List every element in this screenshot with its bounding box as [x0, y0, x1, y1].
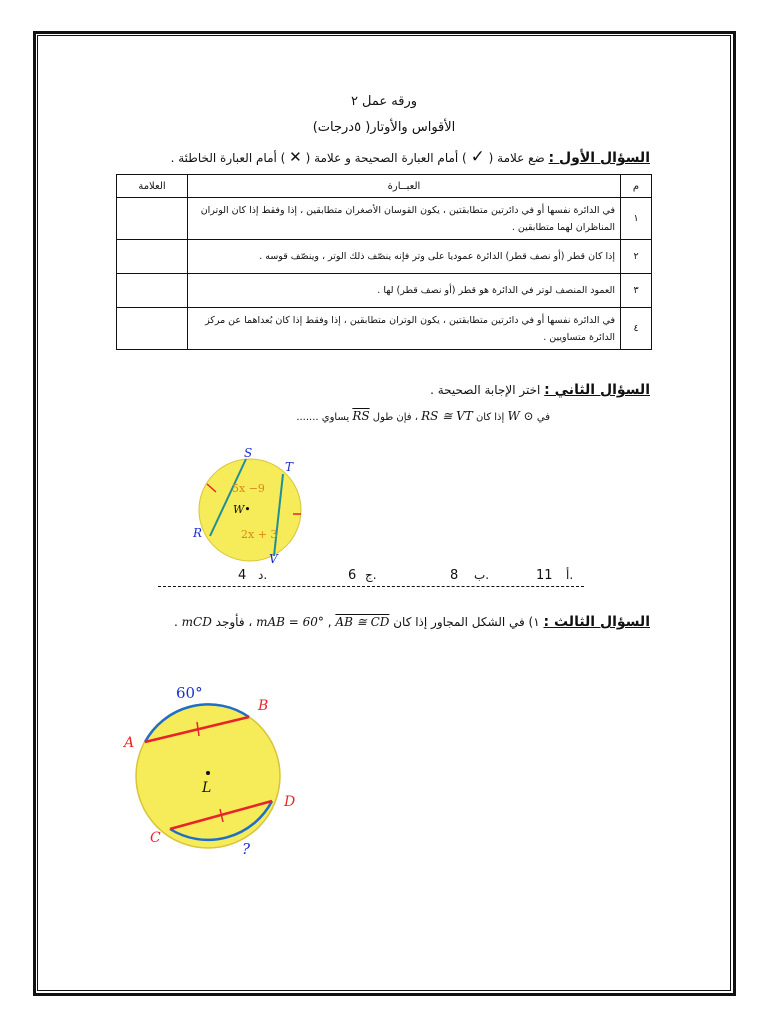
- choice-a-value[interactable]: 11: [536, 568, 553, 583]
- row-number: ١: [621, 198, 652, 240]
- answer-cell[interactable]: [117, 240, 188, 274]
- label-t: T: [285, 460, 294, 474]
- row-number: ٣: [621, 274, 652, 308]
- q1-instruction-3: ) أمام العبارة الخاطئة .: [170, 151, 286, 165]
- q3-congruence: AB ≅ CD: [335, 615, 390, 629]
- q3-text-3: ، فأوجد: [215, 615, 253, 629]
- q1-heading: [171, 147, 650, 167]
- q3-heading: [174, 614, 650, 630]
- q2-prompt-2: إذا كان: [475, 412, 505, 423]
- q2-prompt-4: يساوي .......: [296, 412, 350, 423]
- answer-cell[interactable]: [117, 308, 188, 350]
- table-row: [117, 198, 652, 240]
- true-false-table: [116, 174, 652, 350]
- choice-c-value[interactable]: 6: [348, 568, 357, 583]
- label-d: D: [284, 794, 296, 810]
- arc-ab-label: 60°: [176, 684, 203, 702]
- answer-cell[interactable]: [117, 274, 188, 308]
- q3-find: mCD: [181, 615, 212, 629]
- q1-instruction-2: ) أمام العبارة الصحيحة و علامة (: [305, 151, 467, 165]
- choice-a-letter: أ.: [566, 568, 574, 582]
- q2-segment: RS: [352, 409, 370, 423]
- row-statement: العمود المنصف لوتر في الدائرة هو قطر (أو نصف قطر) لها .: [188, 274, 621, 308]
- choice-b-value[interactable]: 8: [450, 568, 459, 583]
- table-row: [117, 240, 652, 274]
- row-statement: إذا كان قطر (أو نصف قطر) الدائرة عموديا على وتر فإنه ينصّف ذلك الوتر ، وينصّف قوسه .: [188, 240, 621, 274]
- worksheet-title: ورقه عمل ٢: [350, 94, 418, 109]
- q2-instruction: اختر الإجابة الصحيحة .: [430, 383, 541, 397]
- table-header-row: [117, 175, 652, 198]
- q3-text-4: .: [174, 615, 178, 629]
- label-a: A: [124, 735, 135, 751]
- q3-given: mAB = 60°: [256, 615, 324, 629]
- table-row: [117, 274, 652, 308]
- q2-prompt-3: ، فإن طول: [372, 412, 418, 423]
- q2-congruence: RS ≅ VT: [421, 409, 473, 423]
- row-statement: في الدائرة نفسها أو في دائرتين متطابقتين ، يكون الوتران متطابقين ، إذا وفقط إذا كان بُعداهما عن مركز الدائرة متساويين .: [188, 308, 621, 350]
- answer-cell[interactable]: [117, 198, 188, 240]
- q2-label: السؤال الثاني :: [544, 382, 650, 398]
- label-c: C: [150, 830, 161, 846]
- circle-w-notation: ⊙ W: [507, 409, 534, 423]
- topic-title: الأقواس والأوتار( ٥درجات): [312, 120, 456, 135]
- circle-l-figure: [118, 676, 338, 876]
- expr-rs: 5x −9: [232, 482, 265, 495]
- center-point: [206, 771, 210, 775]
- col-mark-header: العلامة: [117, 175, 188, 198]
- q3-label: السؤال الثالث :: [543, 614, 650, 630]
- check-icon: ✓: [470, 147, 485, 167]
- choice-d-value[interactable]: 4: [238, 568, 247, 583]
- label-r: R: [193, 526, 203, 540]
- expr-tv: 2x + 3: [241, 528, 278, 541]
- label-v: V: [269, 552, 278, 566]
- label-b: B: [258, 698, 269, 714]
- q1-instruction-1: ضع علامة (: [488, 151, 545, 165]
- cross-icon: ✕: [289, 148, 302, 166]
- label-l: L: [202, 780, 212, 796]
- choice-c-letter: ج.: [365, 568, 377, 582]
- q2-prompt: [296, 409, 550, 423]
- row-number: ٢: [621, 240, 652, 274]
- choice-b-letter: ب.: [474, 568, 490, 582]
- col-statement-header: العبــارة: [188, 175, 621, 198]
- q2-heading: [430, 382, 650, 398]
- label-s: S: [244, 446, 253, 460]
- q2-prompt-1: في: [536, 412, 550, 423]
- circle-w-figure: [188, 440, 328, 575]
- col-num-header: م: [621, 175, 652, 198]
- q2-choices: [158, 566, 584, 587]
- center-w: W•: [233, 503, 251, 516]
- choice-d-letter: د.: [258, 568, 268, 582]
- row-number: ٤: [621, 308, 652, 350]
- q3-text-1: ١) في الشكل المجاور إذا كان: [393, 615, 540, 629]
- unknown-arc-label: ?: [242, 840, 251, 858]
- q1-label: السؤال الأول :: [548, 150, 650, 166]
- q3-text-2: ,: [327, 615, 332, 629]
- row-statement: في الدائرة نفسها أو في دائرتين متطابقتين ، يكون القوسان الأصغران متطابقين ، إذا وفقط إذا كان الوتران المناظران لهما متطابقين .: [188, 198, 621, 240]
- table-row: [117, 308, 652, 350]
